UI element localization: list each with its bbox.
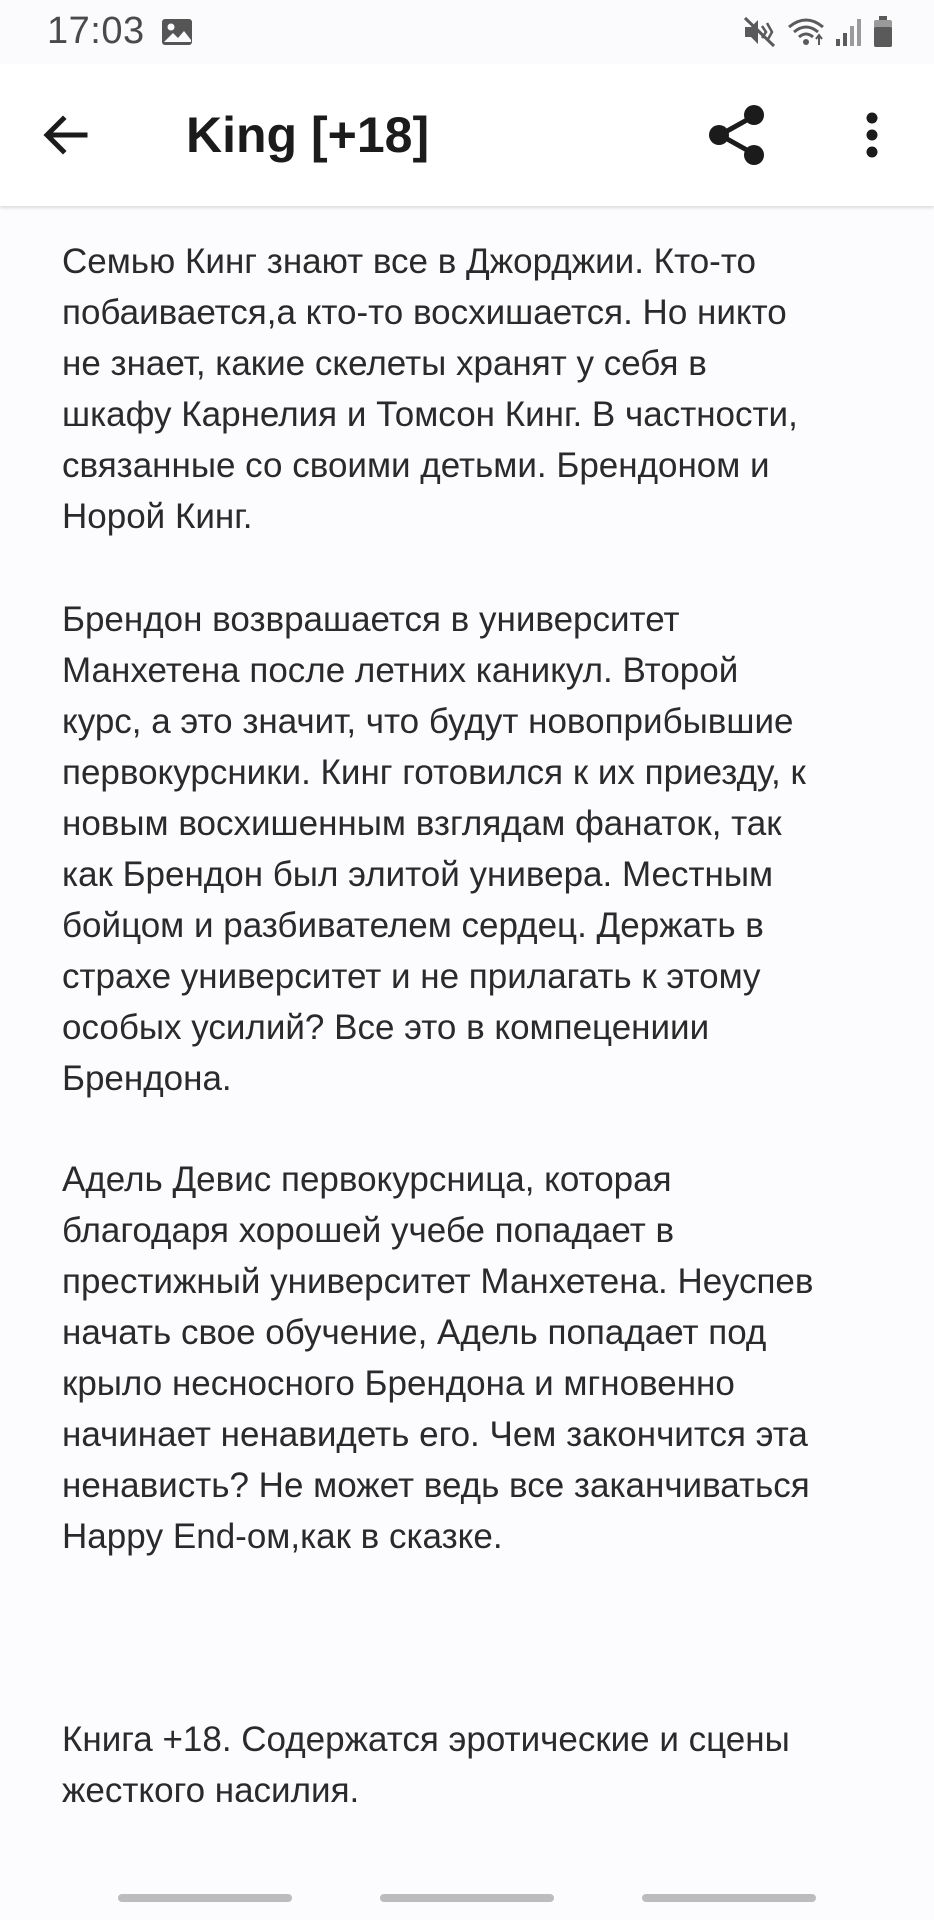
back-button[interactable] <box>30 100 100 170</box>
more-vert-icon <box>865 112 879 158</box>
more-options-button[interactable] <box>842 98 902 172</box>
status-bar <box>0 0 934 64</box>
description-paragraph: Семью Кинг знают все в Джорджии. Кто-то побаивается,а кто-то восхишается. Но никто не знает, какие скелеты хранят у себя в шкафу Карнелия и Томсон Кинг. В частности, связанные со своими детьми. Брендоном и Норой Кинг. <box>62 242 798 536</box>
content-warning: Книга +18. Содержатся эротические и сцены жесткого насилия. <box>62 1720 790 1810</box>
description-paragraph: Адель Девис первокурсница, которая благодаря хорошей учебе попадает в престижный университет Манхетена. Неуспев начать свое обучение, Адель попадает под крыло несносного Брендона и мгновенно начинает ненавидеть его. Чем закончится эта ненависть? Не может ведь все заканчиваться Happy End-ом,как в сказке. <box>62 1160 814 1556</box>
battery-icon <box>872 15 894 49</box>
recents-button[interactable] <box>118 1894 292 1902</box>
gallery-icon <box>160 16 194 48</box>
status-time: 17:03 <box>47 10 145 52</box>
status-icons <box>742 12 894 52</box>
share-icon <box>704 102 770 168</box>
arrow-back-icon <box>41 113 89 157</box>
page-title: King [+18] <box>186 107 430 163</box>
wifi-icon <box>786 15 826 49</box>
home-button[interactable] <box>380 1894 554 1902</box>
mute-vibrate-icon <box>742 15 778 49</box>
book-description[interactable] <box>0 206 934 1866</box>
app-bar <box>0 64 934 206</box>
system-back-button[interactable] <box>642 1894 816 1902</box>
description-paragraph: Брендон возврашается в университет Манхетена после летних каникул. Второй курс, а это значит, что будут новоприбывшие первокурсники. Кинг готовился к их приезду, к новым восхишенным взглядам фанаток, так как Брендон был элитой универа. Местным бойцом и разбивателем сердец. Держать в страхе университет и не прилагать к этому особых усилий? Все это в компецениии Брендона. <box>62 600 806 1098</box>
signal-icon <box>834 15 864 49</box>
navigation-bar <box>0 1866 934 1920</box>
share-button[interactable] <box>700 98 774 172</box>
